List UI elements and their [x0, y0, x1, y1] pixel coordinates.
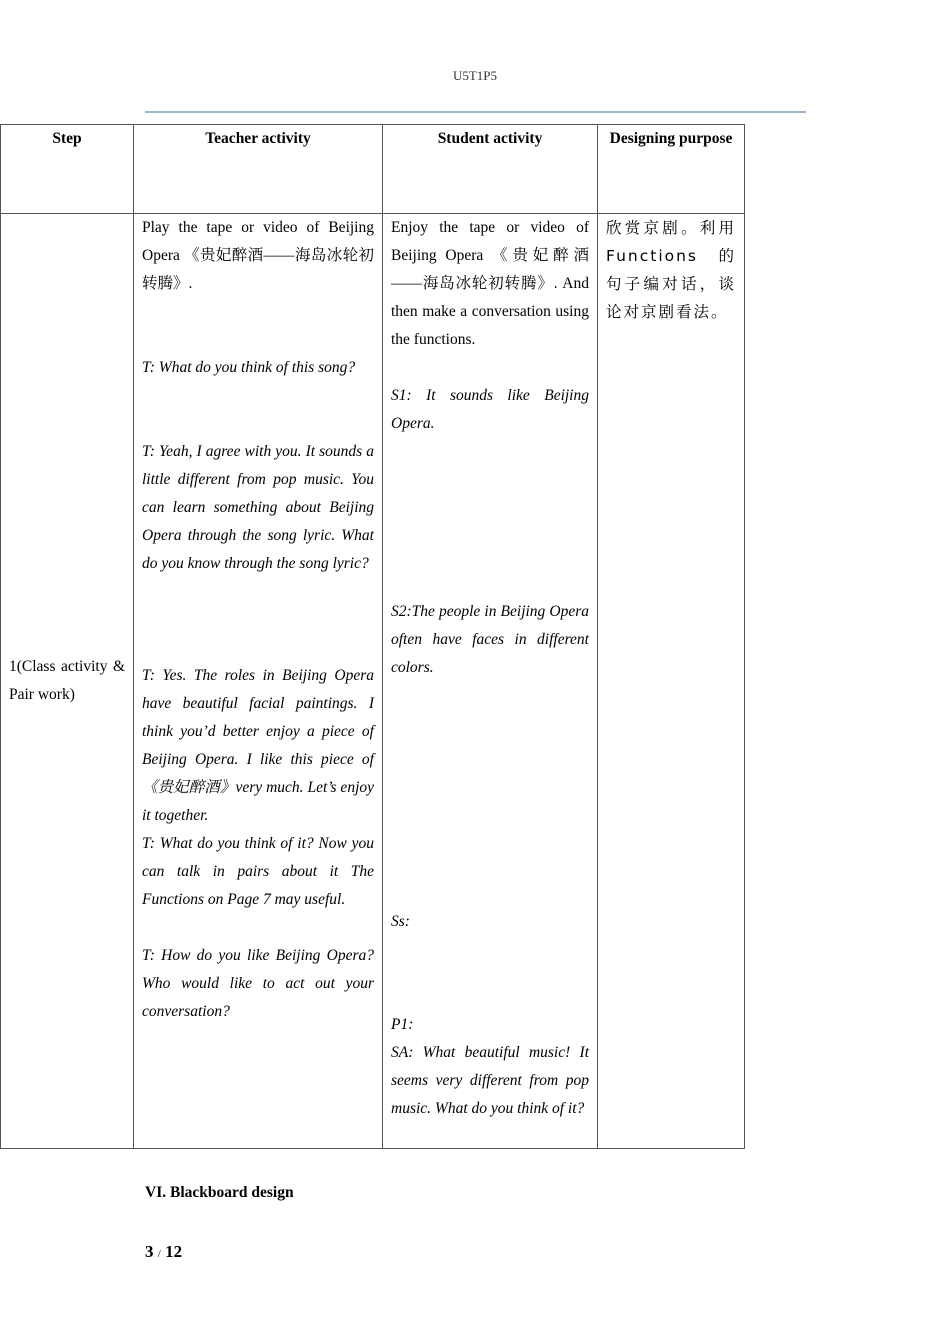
student-activity-cell	[383, 214, 598, 1149]
table-row	[1, 214, 745, 1149]
student-paragraph: P1:	[391, 1016, 414, 1033]
table-header-row	[1, 125, 745, 214]
student-paragraph: S2:The people in Beijing Opera often have faces in different colors.	[391, 603, 589, 676]
page-number	[145, 1242, 182, 1262]
student-paragraph: Ss:	[391, 913, 410, 930]
header-teacher-activity: Teacher activity	[134, 125, 383, 214]
teacher-paragraph: Play the tape or video of Beijing Opera 《贵妃醉酒——海岛冰轮初转腾》.	[142, 219, 374, 292]
teacher-paragraph: T: Yeah, I agree with you. It sounds a little different from pop music. You can learn something about Beijing Opera through the song lyric. What do you know through the song lyric?	[142, 443, 374, 572]
student-paragraph: S1: It sounds like Beijing Opera.	[391, 387, 589, 432]
step-cell: 1(Class activity & Pair work)	[1, 214, 134, 1149]
teacher-paragraph: T: How do you like Beijing Opera? Who would like to act out your conversation?	[142, 947, 374, 1020]
student-paragraph: Enjoy the tape or video of Beijing Opera 《贵妃醉酒——海岛冰轮初转腾》. And then make a conversation using the functions.	[391, 219, 589, 348]
page-total: 12	[165, 1242, 183, 1261]
header-designing-purpose: Designing purpose	[598, 125, 745, 214]
teacher-paragraph: T: What do you think of this song?	[142, 359, 356, 376]
designing-purpose-cell: 欣赏京剧。利用 Functions 的句子编对话，谈论对京剧看法。	[598, 214, 745, 1149]
header-divider	[145, 111, 806, 113]
teacher-paragraph: T: What do you think of it? Now you can talk in pairs about it The Functions on Page 7 may useful.	[142, 835, 374, 908]
page-current: 3	[145, 1242, 154, 1261]
page-separator: /	[157, 1248, 161, 1260]
teacher-paragraph: T: Yes. The roles in Beijing Opera have beautiful facial paintings. I think you’d better enjoy a piece of Beijing Opera. I like this piece of《贵妃醉酒》very much. Let’s enjoy it together.	[142, 667, 374, 824]
section-title: VI. Blackboard design	[145, 1184, 294, 1201]
header-student-activity: Student activity	[383, 125, 598, 214]
header-step: Step	[1, 125, 134, 214]
teacher-activity-cell	[134, 214, 383, 1149]
page-header: U5T1P5	[452, 68, 498, 83]
student-paragraph: SA: What beautiful music! It seems very different from pop music. What do you think of it?	[391, 1044, 589, 1117]
lesson-plan-table	[0, 124, 745, 1149]
